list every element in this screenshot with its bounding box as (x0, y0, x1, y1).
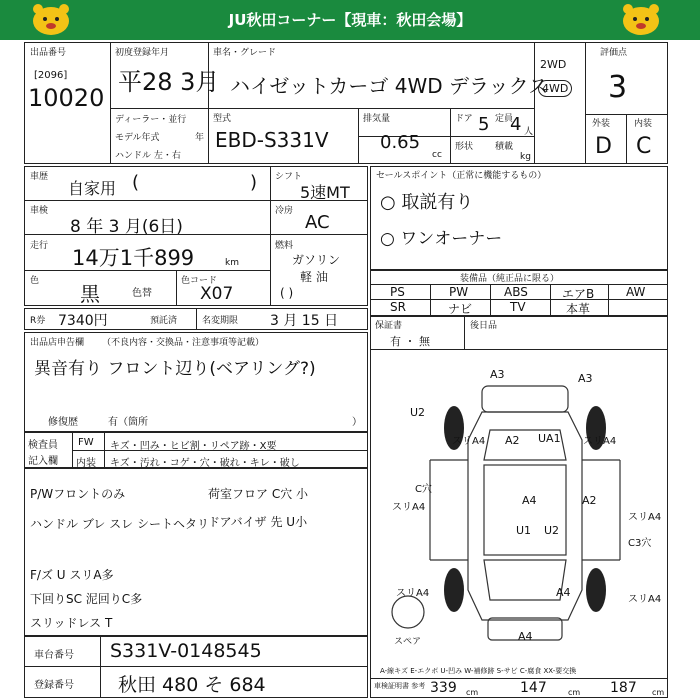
height-value: 187 (610, 680, 637, 696)
inspector-int-label: 内装 (76, 458, 96, 469)
inspection-label: 車検 (30, 206, 49, 216)
warranty-label: 保証書 (375, 321, 403, 331)
registration-value: 平28 3月 (118, 68, 220, 96)
displacement-value: 0.65 (380, 132, 421, 153)
mileage-value: 14万1千899 (72, 246, 195, 270)
equipment-abs: ABS (504, 285, 528, 299)
drive-value: 4WD (538, 80, 572, 97)
declaration-label: 出品店申告欄 (30, 338, 85, 348)
fuel-label: 燃料 (275, 241, 294, 251)
model-year-unit: 年 (195, 133, 205, 143)
doors-value: 5 (478, 114, 490, 135)
model-label: 車名・グレード (213, 48, 277, 58)
inspection-value: 8 年 3 月(6日) (70, 217, 183, 237)
history-paren-close: ) (250, 172, 258, 193)
sales-points-block (370, 166, 668, 270)
plate-value: 秋田 480 そ 684 (118, 674, 266, 696)
diagram-label: U2 (410, 406, 426, 419)
interior-score: C (636, 134, 652, 159)
drive-label: 2WD (540, 58, 567, 71)
length-unit: cm (466, 688, 479, 697)
load-unit: kg (520, 152, 531, 162)
diagram-label: A3 (578, 372, 593, 385)
type-label: 型式 (213, 114, 232, 124)
inspector-fw-label: FW (78, 437, 94, 448)
top-block (24, 42, 668, 164)
history-paren-open: ( (132, 172, 140, 193)
diagram-label: UA1 (538, 432, 561, 445)
legend: A-線キズ E-エクボ U-凹み W-補修跡 S-サビ C-腐食 XX-要交換 (380, 667, 577, 675)
inspector-label-2: 記入欄 (28, 456, 58, 467)
diagram-label: A2 (505, 434, 520, 447)
color-label: 色 (30, 276, 40, 286)
page-title: JU秋田コーナー【現車：秋田会場】 (228, 11, 472, 29)
diagram-label: A4 (518, 630, 533, 643)
dimensions-label: 車検証明書 参考 (374, 682, 426, 690)
note-left: P/Wフロントのみ (30, 487, 126, 501)
score-value: 3 (608, 70, 628, 105)
doors-label: ドア (455, 114, 473, 124)
diagram-label: スリA4 (583, 436, 617, 447)
ac-value: AC (305, 212, 330, 233)
note-left: ハンドル ブレ スレ シートヘタリ (30, 517, 209, 531)
diagram-label: C穴 (415, 484, 432, 495)
sales-point-item: ○ 取説有り (380, 192, 474, 213)
diagram-label: A2 (582, 494, 597, 507)
model-year-label: モデル年式 (115, 133, 160, 143)
diagram-label: スリA4 (392, 502, 426, 513)
inspector-label: 検査員 (28, 440, 58, 451)
interior-label: 内装 (634, 119, 653, 129)
lot-number: 10020 (28, 84, 105, 112)
exterior-score: D (595, 134, 612, 159)
equipment-tv: TV (510, 300, 526, 314)
note-left: スリッドレス T (30, 616, 113, 630)
length-value: 339 (430, 680, 457, 696)
mileage-unit: km (225, 258, 239, 268)
score-label: 評価点 (600, 48, 628, 58)
declaration-value: 異音有り フロント辺り(ベアリング?) (34, 359, 316, 379)
shift-value: 5速MT (300, 183, 350, 202)
ac-label: 冷房 (275, 206, 294, 216)
equipment-ps: PS (390, 285, 405, 299)
displacement-unit: cc (432, 150, 442, 160)
note-right: ドアバイザ 先 U小 (208, 515, 308, 529)
spare-label: スペア (394, 637, 422, 647)
history-label: 車歴 (30, 172, 49, 182)
diagram-label: U2 (544, 524, 560, 537)
displacement-label: 排気量 (363, 114, 391, 124)
shift-label: シフト (275, 172, 303, 182)
repair-value: 有（箇所 (108, 417, 148, 428)
equipment-aw: AW (626, 285, 646, 299)
plate-label: 登録番号 (34, 680, 74, 691)
capacity-value: 4 (510, 114, 522, 135)
height-unit: cm (652, 688, 665, 697)
registration-label: 初度登録年月 (115, 48, 170, 58)
equipment-navi: ナビ (448, 302, 473, 316)
width-unit: cm (568, 688, 581, 697)
diagram-label: C3穴 (628, 538, 652, 549)
recycle-value: 7340円 (58, 313, 108, 329)
color-code-label: 色コード (181, 276, 218, 286)
equipment-leather: 本革 (566, 302, 591, 316)
diagram-label: A3 (490, 368, 505, 381)
color-changed-label: 色替 (132, 288, 152, 299)
chassis-label: 車台番号 (34, 650, 74, 661)
chassis-value: S331V-0148545 (110, 640, 262, 662)
model-value: ハイゼットカーゴ 4WD デラックス (230, 74, 549, 98)
shape-label: 形状 (455, 142, 474, 152)
fuel-gasoline: ガソリン (292, 253, 341, 267)
equipment-airbag: エアB (562, 287, 595, 301)
recycle-status: 預託済 (150, 316, 178, 326)
seat-label: 後日品 (470, 321, 498, 331)
type-value: EBD-S331V (215, 128, 329, 152)
lot-code: [2096] (34, 70, 68, 81)
color-value: 黒 (80, 282, 100, 306)
note-left: F/ズ U スリA多 (30, 568, 114, 582)
dealer-label: ディーラー・並行 (115, 115, 187, 125)
width-value: 147 (520, 680, 547, 696)
diagram-label: スリA4 (396, 588, 430, 599)
equipment-label: 装備品（純正品に限る） (460, 274, 560, 284)
color-code-value: X07 (200, 284, 234, 304)
recycle-label: R券 (30, 316, 46, 326)
name-change-label: 名変期限 (202, 316, 239, 326)
equipment-sr: SR (390, 300, 406, 314)
diagram-label: スリA4 (628, 594, 662, 605)
note-left: 下回りSC 泥回りC多 (30, 592, 143, 606)
exterior-label: 外装 (592, 119, 611, 129)
history-value: 自家用 (68, 179, 117, 198)
inspector-fw-items: キズ・凹み・ヒビ割・リペア跡・X要 (110, 441, 277, 452)
equipment-pw: PW (449, 285, 469, 299)
diagram-label: スリA4 (628, 512, 662, 523)
diagram-label: A4 (556, 586, 571, 599)
inspector-int-items: キズ・汚れ・コゲ・穴・破れ・キレ・破し (110, 458, 300, 469)
note-right: 荷室フロア C穴 小 (208, 487, 309, 501)
diagram-label: スリA4 (452, 436, 486, 447)
capacity-unit: 人 (524, 127, 534, 137)
mileage-label: 走行 (30, 241, 49, 251)
warranty-value: 有 ・ 無 (390, 335, 430, 348)
handle-label: ハンドル 左・右 (115, 151, 181, 161)
lot-label: 出品番号 (30, 48, 67, 58)
diagram-label: A4 (522, 494, 537, 507)
sales-points-label: セールスポイント（正常に機能するもの） (376, 171, 547, 181)
declaration-note: （不良内容・交換品・注意事項等記載） (102, 338, 265, 348)
fuel-other: ( ) (280, 286, 294, 300)
diagram-label: U1 (516, 524, 532, 537)
capacity-label: 定員 (495, 114, 514, 124)
fuel-diesel: 軽 油 (300, 270, 328, 284)
name-change-value: 3 月 15 日 (270, 313, 339, 329)
repair-label: 修復歴 (48, 417, 78, 428)
sales-point-item: ○ ワンオーナー (380, 229, 503, 249)
load-label: 積載 (495, 142, 514, 152)
repair-close: ） (352, 417, 362, 428)
